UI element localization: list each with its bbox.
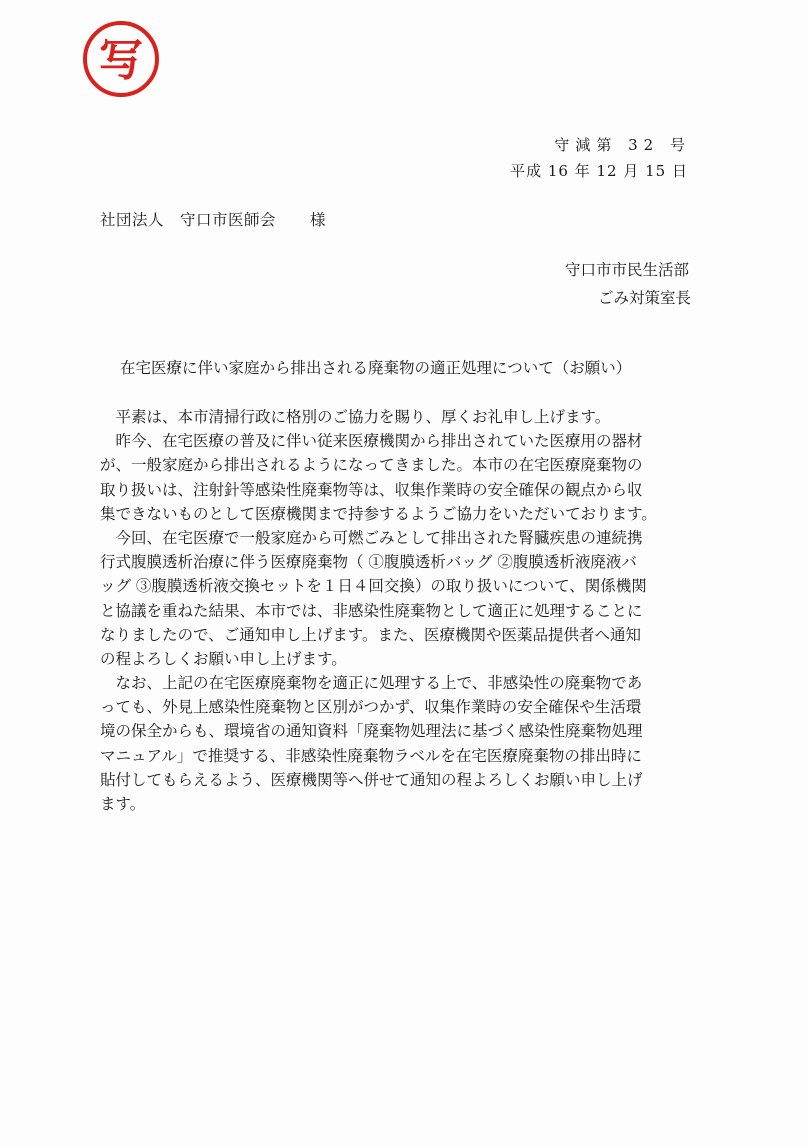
body-line: 取り扱いは、注射針等感染性廃棄物等は、収集作業時の安全確保の観点から収 (100, 480, 643, 499)
body-line: ッグ ③腹膜透析液交換セットを１日４回交換）の取り扱いについて、関係機関 (100, 577, 647, 596)
body-line: なりましたので、ご通知申し上げます。また、医療機関や医薬品提供者へ通知 (100, 625, 641, 644)
body-line: 集できないものとして医療機関まで持参するようご協力をいただいております。 (100, 504, 657, 523)
body-line: 境の保全からも、環境省の通知資料「廃棄物処理法に基づく感染性廃棄物処理 (100, 722, 643, 741)
addressee-organization: 社団法人 守口市医師会 (100, 211, 277, 229)
body-line: 貼付してもらえるよう、医療機関等へ併せて通知の程よろしくお願い申し上げ (100, 770, 643, 789)
stamp-character: 写 (99, 35, 143, 86)
addressee (100, 208, 326, 230)
body-line: の程よろしくお願い申し上げます。 (100, 649, 347, 668)
reference-number: 守減第 32 号 (554, 136, 691, 154)
body-line: 昨今、在宅医療の普及に伴い従来医療機関から排出されていた医療用の器材 (100, 432, 643, 451)
letter-body (100, 405, 700, 816)
sender-title: ごみ対策室長 (597, 289, 691, 307)
sender-department: 守口市市民生活部 (564, 261, 689, 279)
body-line: 平素は、本市清掃行政に格別のご協力を賜り、厚くお礼申し上げます。 (100, 408, 611, 426)
body-line: と協議を重ねた結果、本市では、非感染性廃棄物として適正に処理することに (100, 601, 643, 620)
body-line: が、一般家庭から排出されるようになってきました。本市の在宅医療廃棄物の (100, 456, 643, 475)
copy-stamp-icon (80, 18, 162, 100)
addressee-honorific: 様 (310, 211, 326, 229)
body-line: 行式腹膜透析治療に伴う医療廃棄物（ ①腹膜透析バッグ ②腹膜透析液廃液バ (100, 553, 637, 572)
subject-line: 在宅医療に伴い家庭から排出される廃棄物の適正処理について（お願い） (120, 359, 632, 377)
body-line: 今回、在宅医療で一般家庭から可燃ごみとして排出された腎臓疾患の連続携 (100, 528, 643, 547)
body-line: なお、上記の在宅医療廃棄物を適正に処理する上で、非感染性の廃棄物であ (100, 674, 643, 693)
body-line: マニュアル」で推奨する、非感染性廃棄物ラベルを在宅医療廃棄物の排出時に (100, 746, 642, 765)
body-line: っても、外見上感染性廃棄物と区別がつかず、収集作業時の安全確保や生活環 (100, 698, 642, 717)
body-line: ます。 (100, 795, 146, 813)
document-date: 平成 16 年 12 月 15 日 (510, 162, 688, 180)
